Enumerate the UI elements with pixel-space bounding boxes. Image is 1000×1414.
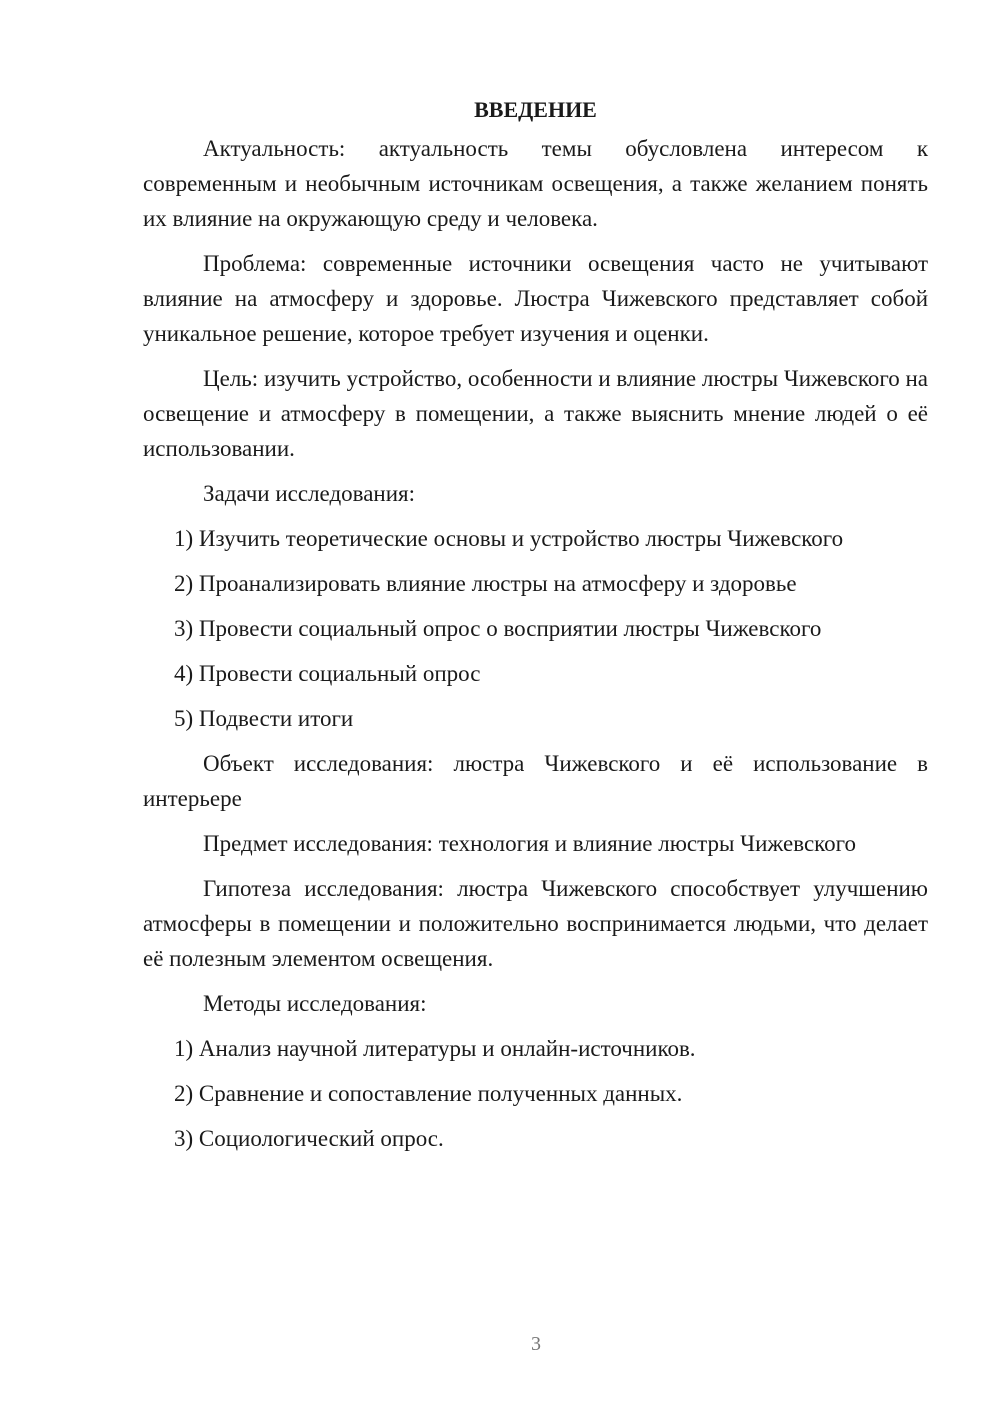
- paragraph-relevance: Актуальность: актуальность темы обусловлена интересом к современным и необычным источникам освещения, а также желанием понять их влияние на окружающую среду и человека.: [143, 136, 928, 231]
- methods-heading: Методы исследования:: [203, 991, 427, 1016]
- tasks-heading: Задачи исследования:: [203, 481, 416, 506]
- paragraph-problem: Проблема: современные источники освещения часто не учитывают влияние на атмосферу и здоровье. Люстра Чижевского представляет собой уникальное решение, которое требует изучения и оценки.: [143, 251, 928, 346]
- page-number: 3: [531, 1333, 541, 1355]
- methods-list: [143, 1031, 928, 1156]
- paragraph-object: Объект исследования: люстра Чижевского и её использование в интерьере: [143, 751, 928, 811]
- list-item: 3) Провести социальный опрос о восприятии люстры Чижевского: [174, 616, 822, 641]
- list-item: 1) Изучить теоретические основы и устройство люстры Чижевского: [174, 526, 844, 551]
- paragraph-goal: Цель: изучить устройство, особенности и влияние люстры Чижевского на освещение и атмосферу в помещении, а также выяснить мнение людей о её использовании.: [143, 366, 928, 461]
- paragraph-subject: Предмет исследования: технология и влияние люстры Чижевского: [203, 831, 857, 856]
- list-item: 2) Проанализировать влияние люстры на атмосферу и здоровье: [174, 571, 797, 596]
- list-item: 4) Провести социальный опрос: [174, 661, 481, 686]
- list-item: 1) Анализ научной литературы и онлайн-источников.: [174, 1036, 696, 1061]
- paragraph-hypothesis: Гипотеза исследования: люстра Чижевского способствует улучшению атмосферы в помещении и положительно воспринимается людьми, что делает её полезным элементом освещения.: [143, 876, 928, 971]
- list-item: 2) Сравнение и сопоставление полученных данных.: [174, 1081, 683, 1106]
- list-item: 3) Социологический опрос.: [174, 1126, 444, 1151]
- page-content: [143, 92, 928, 1166]
- list-item: 5) Подвести итоги: [174, 706, 354, 731]
- tasks-list: [143, 521, 928, 736]
- section-title: ВВЕДЕНИЕ: [474, 97, 597, 122]
